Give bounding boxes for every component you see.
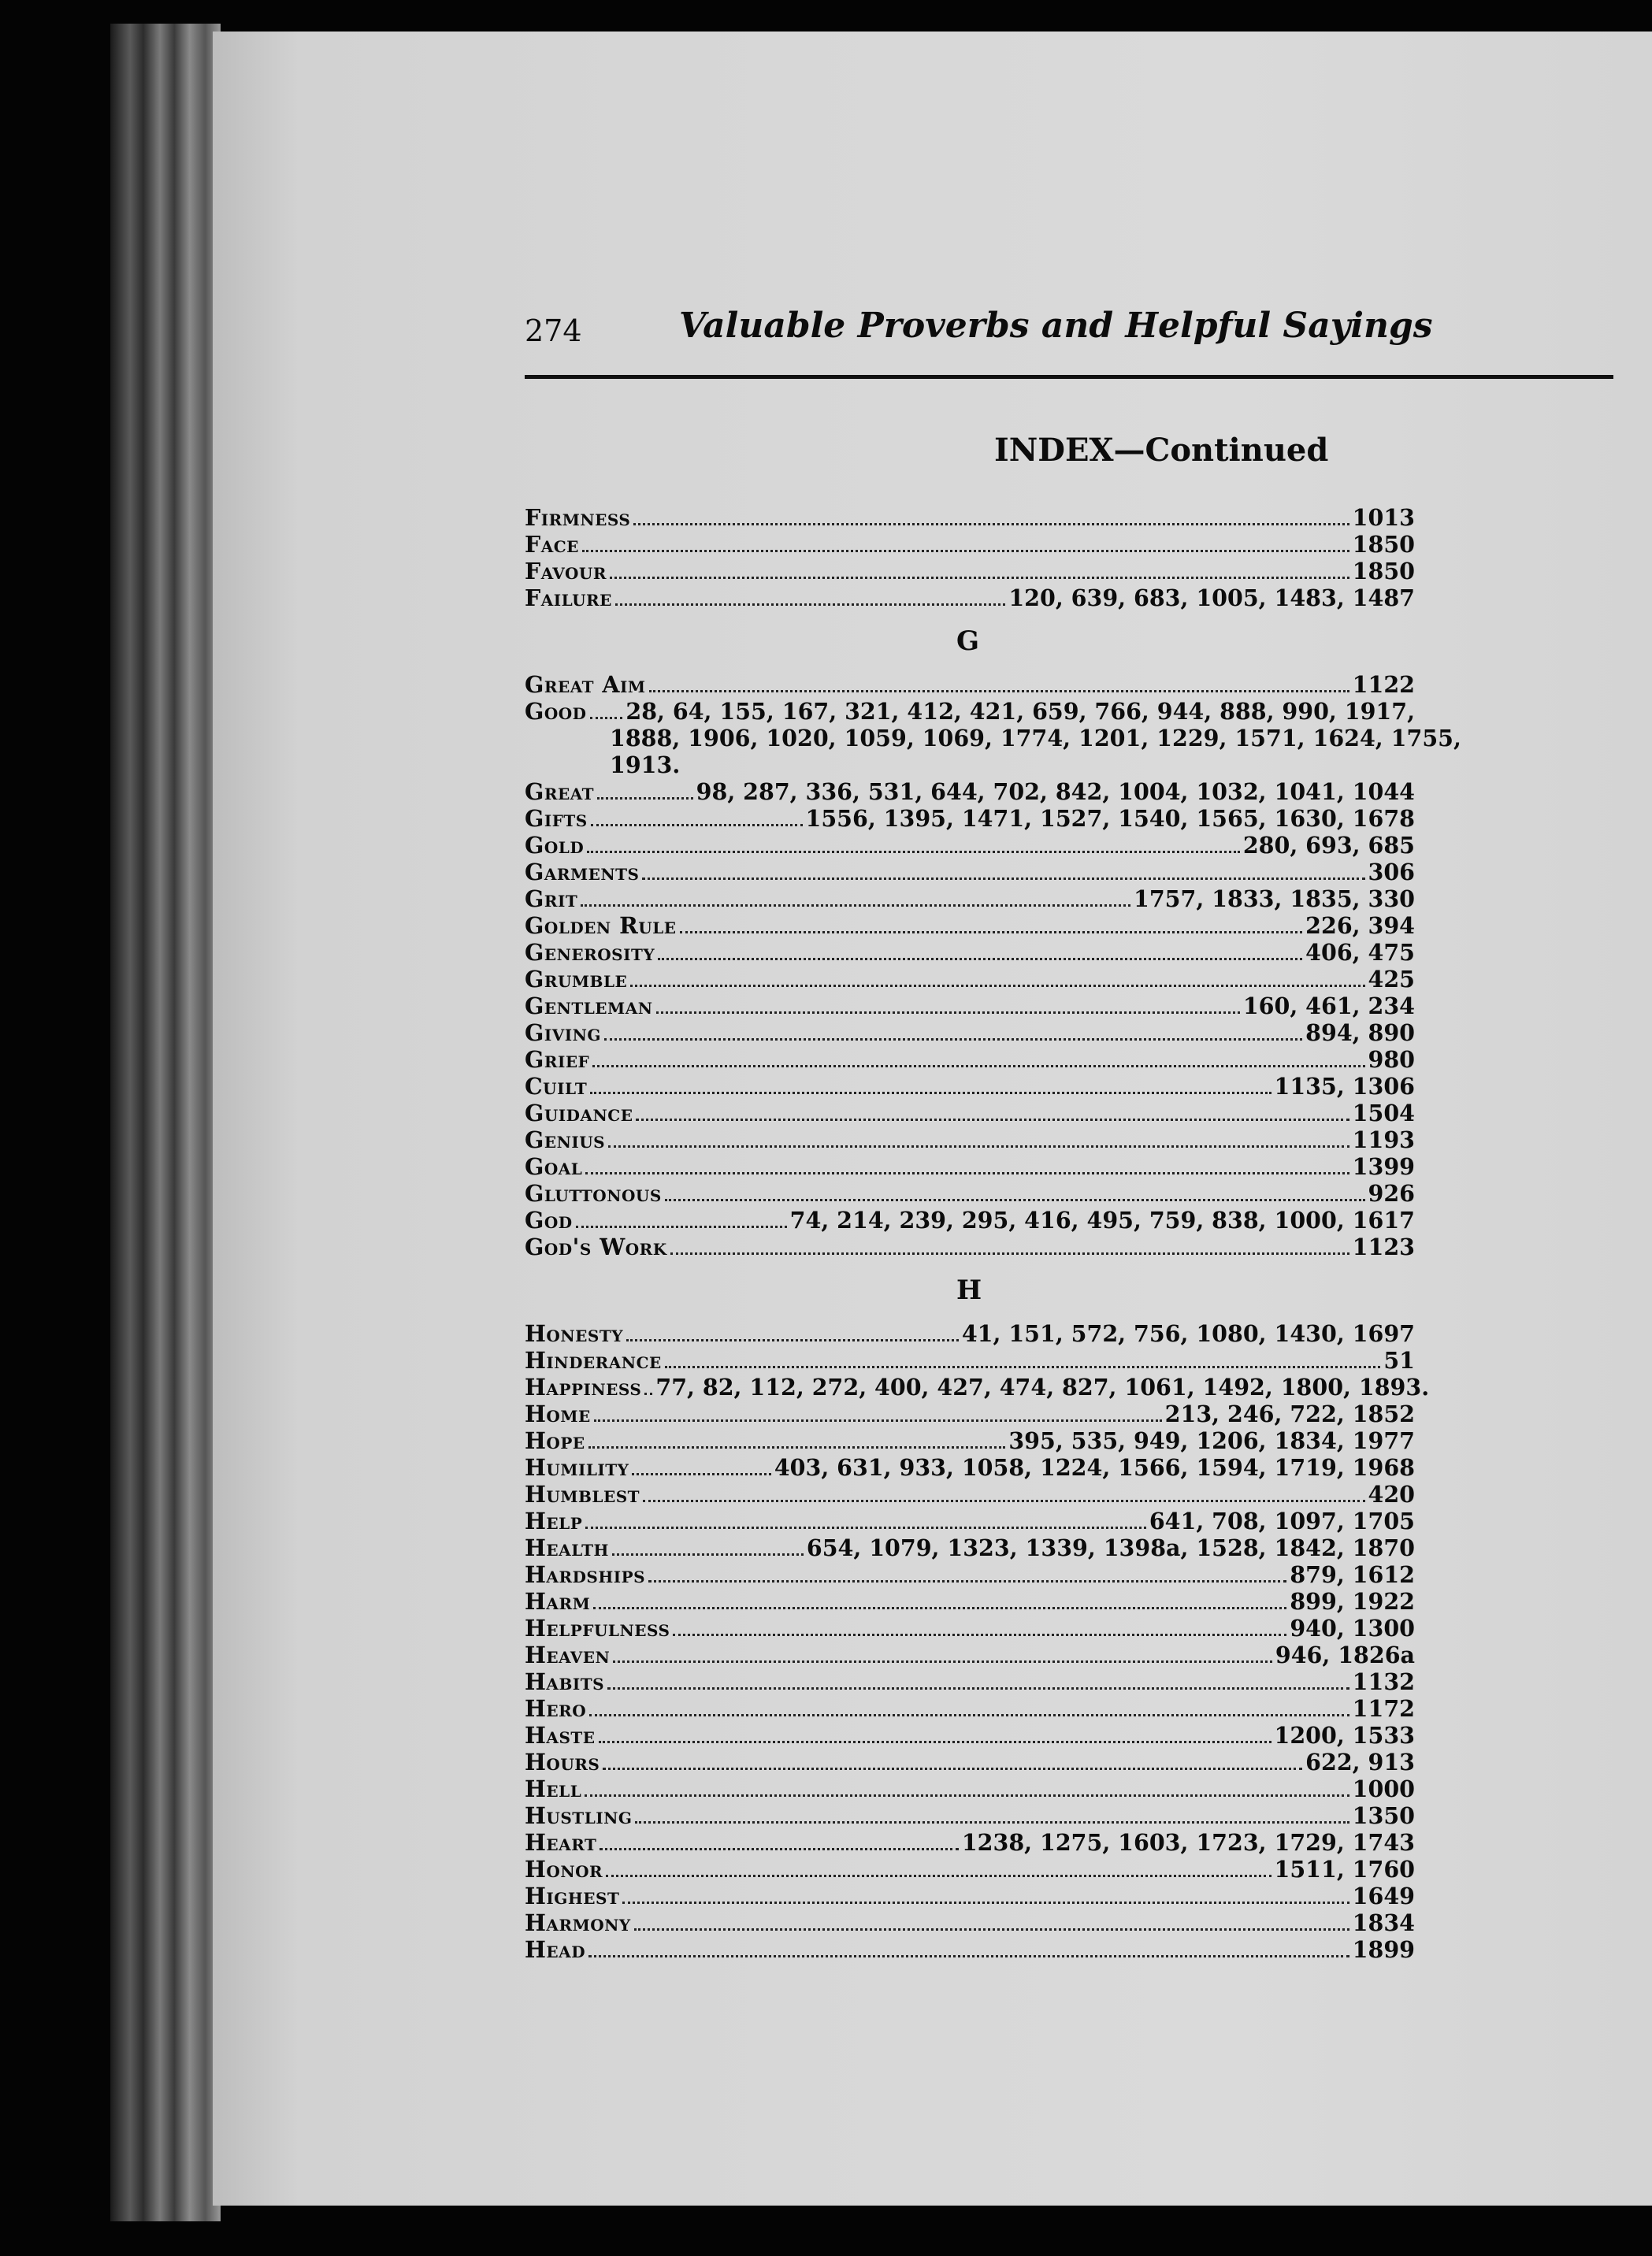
index-term: Highest	[525, 1883, 620, 1909]
index-term: Happiness	[525, 1374, 642, 1401]
dot-leader	[589, 1714, 1349, 1716]
index-term: Great	[525, 778, 595, 805]
index-references: 406, 475	[1305, 939, 1415, 966]
dot-leader	[585, 1794, 1349, 1797]
index-references: 1834	[1352, 1909, 1415, 1936]
index-references: 403, 631, 933, 1058, 1224, 1566, 1594, 1719, 1968	[774, 1454, 1415, 1481]
index-entry	[525, 885, 1415, 912]
dot-leader	[642, 878, 1364, 880]
index-term: Hinderance	[525, 1347, 662, 1374]
index-entry	[525, 1909, 1415, 1936]
index-references: 120, 639, 683, 1005, 1483, 1487	[1008, 584, 1415, 611]
index-entry	[525, 832, 1415, 859]
index-term: Gifts	[525, 805, 588, 832]
index-term: Humblest	[525, 1481, 640, 1508]
book-page	[213, 32, 1652, 2206]
index-term: Grumble	[525, 966, 628, 993]
index-references: 1135, 1306	[1274, 1073, 1415, 1100]
dot-leader	[658, 958, 1302, 960]
index-entry	[525, 1207, 1415, 1234]
dot-leader	[592, 1065, 1364, 1067]
dot-leader	[585, 1172, 1349, 1174]
index-term: Health	[525, 1534, 609, 1561]
index-references: 879, 1612	[1290, 1561, 1415, 1588]
dot-leader	[615, 603, 1005, 606]
index-entry	[525, 778, 1415, 805]
index-entry	[525, 1073, 1415, 1100]
dot-leader	[665, 1199, 1365, 1201]
index-term: Face	[525, 531, 579, 558]
index-heading	[525, 432, 1652, 469]
index-references: 1399	[1352, 1153, 1415, 1180]
index-references: 940, 1300	[1290, 1615, 1415, 1642]
index-entry	[525, 1508, 1415, 1534]
index-references: 1200, 1533	[1274, 1722, 1415, 1749]
index-term: Hell	[525, 1775, 582, 1802]
index-references: 213, 246, 722, 1852	[1164, 1401, 1415, 1427]
dot-leader	[635, 1821, 1349, 1824]
index-entry	[525, 1802, 1415, 1829]
index-references: 1132	[1352, 1668, 1415, 1695]
dot-leader	[680, 931, 1303, 933]
index-references: 980	[1368, 1046, 1415, 1073]
running-head	[525, 296, 1613, 379]
index-references: 1193	[1352, 1126, 1415, 1153]
index-entry	[525, 1374, 1430, 1401]
index-references: 622, 913	[1305, 1749, 1415, 1775]
section-letter: G	[956, 625, 980, 657]
dot-leader	[656, 1011, 1240, 1014]
index-entry	[525, 1046, 1415, 1073]
index-term: Good	[525, 698, 587, 725]
index-references: 894, 890	[1305, 1019, 1415, 1046]
dot-leader	[590, 1092, 1271, 1094]
running-title: Valuable Proverbs and Helpful Sayings	[679, 306, 1433, 346]
index-term: Harmony	[525, 1909, 631, 1936]
index-references: 306	[1368, 859, 1415, 885]
index-entry	[525, 1100, 1415, 1126]
index-entry	[525, 939, 1415, 966]
dot-leader	[582, 550, 1349, 552]
index-term: God	[525, 1207, 573, 1234]
index-entry	[525, 558, 1415, 584]
index-term: Harm	[525, 1588, 591, 1615]
dot-leader	[665, 1366, 1381, 1368]
index-term: Helpfulness	[525, 1615, 670, 1642]
dot-leader	[588, 1955, 1349, 1957]
index-entry	[525, 1668, 1415, 1695]
index-entry	[525, 1615, 1415, 1642]
index-entry	[525, 1642, 1415, 1668]
index-references: 1123	[1352, 1234, 1415, 1260]
index-references: 641, 708, 1097, 1705	[1149, 1508, 1415, 1534]
dot-leader	[636, 1119, 1349, 1121]
index-references: 1013	[1352, 504, 1415, 531]
page-number: 274	[525, 314, 582, 348]
index-term: Humility	[525, 1454, 629, 1481]
index-entry	[525, 1883, 1415, 1909]
index-entry	[525, 1534, 1415, 1561]
index-term: Hours	[525, 1749, 600, 1775]
index-entry	[525, 531, 1415, 558]
index-references: 926	[1368, 1180, 1415, 1207]
index-references: 1000	[1352, 1775, 1415, 1802]
index-term: Hope	[525, 1427, 585, 1454]
index-term: Golden Rule	[525, 912, 677, 939]
index-references: 420	[1368, 1481, 1415, 1508]
index-entry	[525, 1347, 1415, 1374]
dot-leader	[610, 577, 1349, 579]
dot-leader	[594, 1419, 1162, 1422]
index-term: Help	[525, 1508, 583, 1534]
dot-leader	[591, 824, 803, 826]
index-term: Grit	[525, 885, 578, 912]
index-references: 226, 394	[1305, 912, 1415, 939]
dot-leader	[599, 1741, 1271, 1743]
index-references: 395, 535, 949, 1206, 1834, 1977	[1008, 1427, 1415, 1454]
index-entry	[525, 584, 1415, 611]
index-references: 1899	[1352, 1936, 1415, 1963]
index-entry	[525, 1588, 1415, 1615]
index-references: 51	[1383, 1347, 1415, 1374]
index-references: 41, 151, 572, 756, 1080, 1430, 1697	[961, 1320, 1415, 1347]
dot-leader	[633, 523, 1349, 525]
dot-leader	[593, 1607, 1286, 1609]
index-references: 1757, 1833, 1835, 330	[1134, 885, 1415, 912]
index-term: Hardships	[525, 1561, 646, 1588]
index-entry	[525, 1126, 1415, 1153]
dot-leader	[604, 1038, 1302, 1041]
index-references: 425	[1368, 966, 1415, 993]
index-term: Hustling	[525, 1802, 633, 1829]
index-entry	[525, 1856, 1415, 1883]
index-references: 280, 693, 685	[1242, 832, 1415, 859]
book-binding-edge	[110, 24, 221, 2221]
dot-leader	[576, 1226, 787, 1228]
index-term: Failure	[525, 584, 612, 611]
index-term: Hero	[525, 1695, 587, 1722]
index-entry	[525, 1320, 1415, 1347]
index-entry	[525, 1481, 1415, 1508]
index-entry	[525, 504, 1415, 531]
dot-leader	[600, 1848, 959, 1850]
index-term: Honesty	[525, 1320, 623, 1347]
index-entries	[525, 504, 1461, 1963]
index-references: 77, 82, 112, 272, 400, 427, 474, 827, 1061, 1492, 1800, 1893.	[655, 1374, 1430, 1401]
index-entry	[525, 1722, 1415, 1749]
dot-leader	[630, 985, 1364, 987]
dot-leader	[622, 1902, 1349, 1904]
dot-leader	[608, 1145, 1349, 1148]
index-entry	[525, 1695, 1415, 1722]
index-term: Firmness	[525, 504, 631, 531]
index-references: 899, 1922	[1290, 1588, 1415, 1615]
dot-leader	[590, 717, 623, 719]
dot-leader	[648, 1580, 1286, 1583]
index-references: 1850	[1352, 558, 1415, 584]
dot-leader	[587, 851, 1240, 853]
index-term: Haste	[525, 1722, 596, 1749]
index-entry	[525, 1153, 1415, 1180]
index-entry	[525, 966, 1415, 993]
index-entry	[525, 1019, 1415, 1046]
index-references: 1172	[1352, 1695, 1415, 1722]
index-term: Guidance	[525, 1100, 633, 1126]
dot-leader	[606, 1875, 1271, 1877]
index-references: 1122	[1352, 671, 1415, 698]
index-references: 1649	[1352, 1883, 1415, 1909]
index-entry	[525, 805, 1415, 832]
index-references: 654, 1079, 1323, 1339, 1398a, 1528, 1842, 1870	[806, 1534, 1415, 1561]
index-term: Honor	[525, 1856, 603, 1883]
index-term: Garments	[525, 859, 640, 885]
index-entry	[525, 698, 1415, 725]
index-term: Favour	[525, 558, 607, 584]
index-references: 1350	[1352, 1802, 1415, 1829]
index-entry	[525, 1454, 1415, 1481]
index-entry	[525, 859, 1415, 885]
index-references-continued: 1913.	[610, 751, 681, 778]
index-references: 1556, 1395, 1471, 1527, 1540, 1565, 1630, 1678	[805, 805, 1415, 832]
index-entry	[525, 1936, 1415, 1963]
dot-leader	[607, 1687, 1349, 1690]
index-entry	[525, 1180, 1415, 1207]
index-term: Gold	[525, 832, 585, 859]
index-entry	[525, 1401, 1415, 1427]
index-heading-text: INDEX—Continued	[994, 432, 1329, 469]
dot-leader	[612, 1553, 804, 1556]
index-references: 1850	[1352, 531, 1415, 558]
index-term: Gluttonous	[525, 1180, 662, 1207]
index-term: Grief	[525, 1046, 590, 1073]
index-term: Heart	[525, 1829, 597, 1856]
dot-leader	[649, 690, 1349, 692]
index-entry	[525, 1234, 1415, 1260]
index-entry	[525, 1427, 1415, 1454]
index-term: Head	[525, 1936, 586, 1963]
dot-leader	[588, 1446, 1006, 1449]
index-references: 74, 214, 239, 295, 416, 495, 759, 838, 1000, 1617	[789, 1207, 1415, 1234]
index-references: 946, 1826a	[1275, 1642, 1415, 1668]
index-references: 160, 461, 234	[1242, 993, 1415, 1019]
index-entry	[525, 1561, 1415, 1588]
index-term: Habits	[525, 1668, 605, 1695]
index-term: Great Aim	[525, 671, 646, 698]
index-entry	[525, 993, 1415, 1019]
dot-leader	[581, 904, 1130, 907]
index-term: Generosity	[525, 939, 655, 966]
index-entry	[525, 1749, 1415, 1775]
index-entry	[525, 671, 1415, 698]
index-references: 28, 64, 155, 167, 321, 412, 421, 659, 766, 944, 888, 990, 1917,	[626, 698, 1415, 725]
dot-leader	[643, 1500, 1364, 1502]
index-references: 98, 287, 336, 531, 644, 702, 842, 1004, 1032, 1041, 1044	[696, 778, 1415, 805]
index-term: Gentleman	[525, 993, 653, 1019]
index-references: 1504	[1352, 1100, 1415, 1126]
dot-leader	[597, 797, 693, 800]
index-entry	[525, 1829, 1415, 1856]
index-term: God's Work	[525, 1234, 667, 1260]
section-letter: H	[956, 1275, 982, 1306]
dot-leader	[670, 1252, 1349, 1255]
dot-leader	[603, 1768, 1302, 1770]
dot-leader	[673, 1634, 1286, 1636]
index-entry	[525, 912, 1415, 939]
dot-leader	[585, 1527, 1146, 1529]
index-term: Goal	[525, 1153, 583, 1180]
index-term: Cuilt	[525, 1073, 588, 1100]
index-term: Home	[525, 1401, 591, 1427]
dot-leader	[613, 1660, 1272, 1663]
index-term: Giving	[525, 1019, 601, 1046]
dot-leader	[634, 1928, 1349, 1931]
index-term: Genius	[525, 1126, 606, 1153]
index-term: Heaven	[525, 1642, 611, 1668]
dot-leader	[626, 1339, 959, 1341]
index-references: 1238, 1275, 1603, 1723, 1729, 1743	[961, 1829, 1415, 1856]
index-references: 1511, 1760	[1274, 1856, 1415, 1883]
dot-leader	[644, 1393, 652, 1395]
dot-leader	[632, 1473, 770, 1475]
index-references-continued: 1888, 1906, 1020, 1059, 1069, 1774, 1201, 1229, 1571, 1624, 1755,	[610, 725, 1461, 751]
index-entry	[525, 1775, 1415, 1802]
